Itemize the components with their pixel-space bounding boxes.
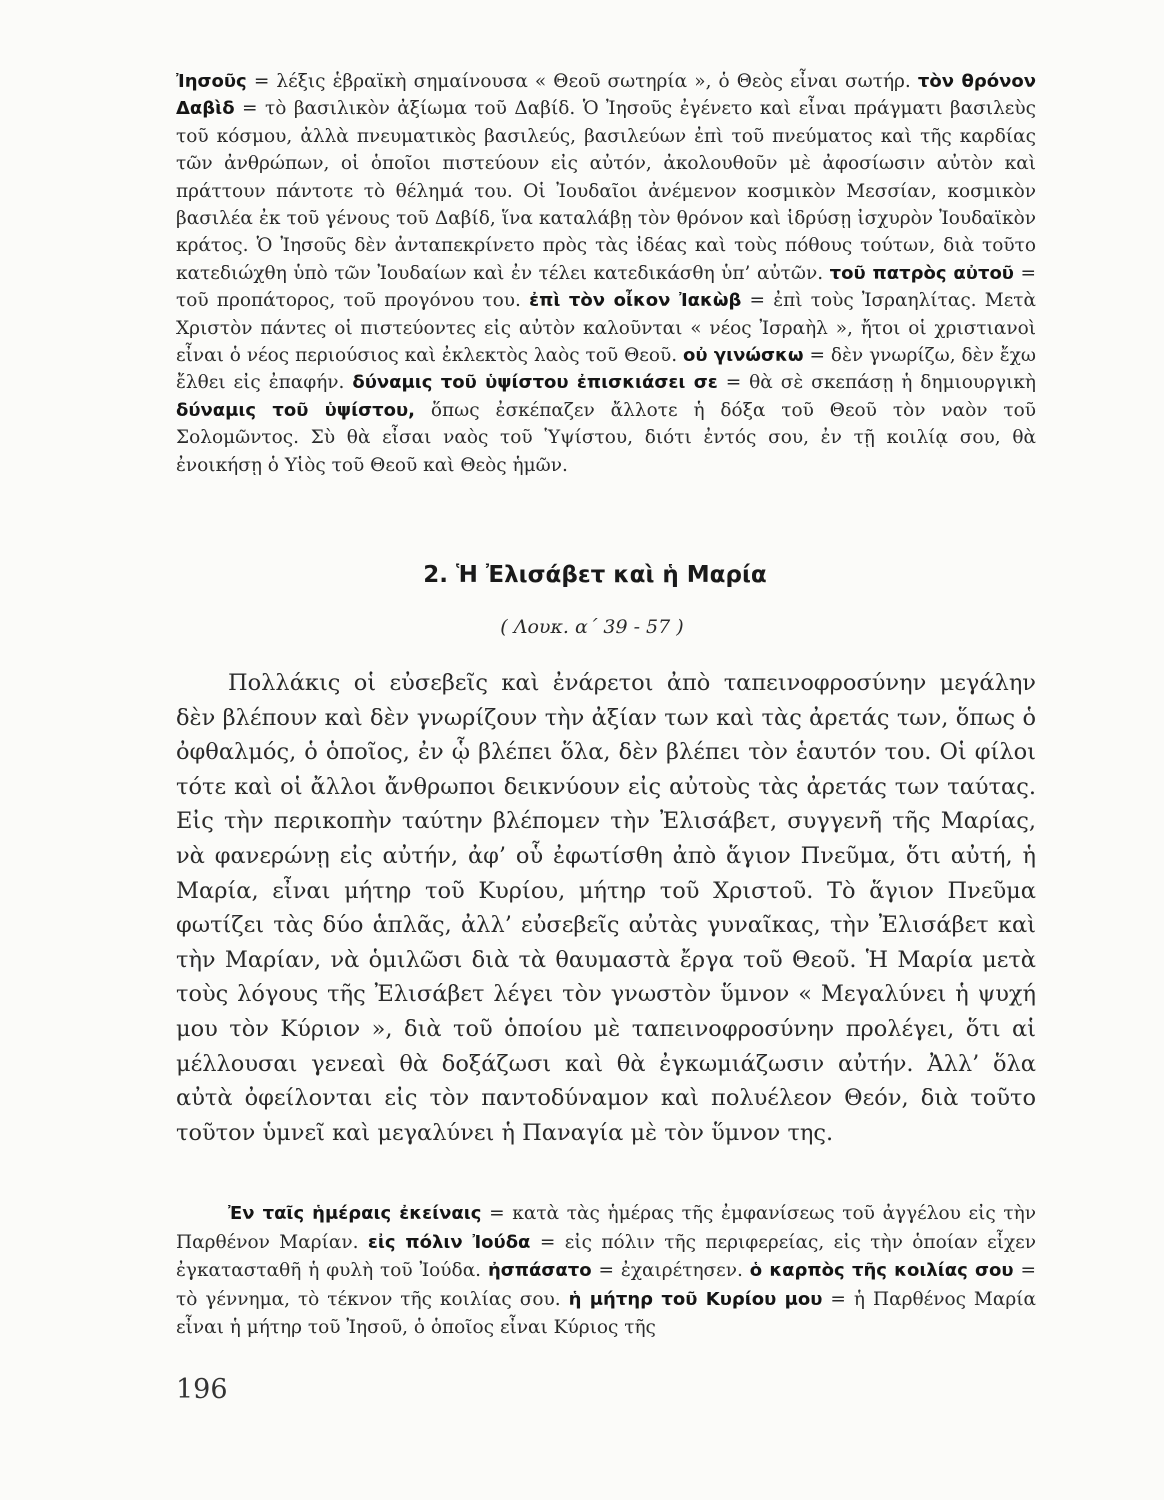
- glossary-term: δύναμις τοῦ ὑψίστου ἐπισκιάσει σε: [352, 372, 718, 394]
- glossary-term: ἠσπάσατο: [487, 1260, 592, 1281]
- glossary-term: ἐπὶ τὸν οἶκον Ἰακὼβ: [529, 290, 742, 312]
- glossary-definition: = ἐχαιρέτησεν.: [598, 1260, 743, 1281]
- glossary-term: ἡ μήτηρ τοῦ Κυρίου μου: [568, 1288, 823, 1310]
- glossary-term: τὸν θρόνον Δαβὶδ: [176, 71, 1036, 120]
- glossary-definition: = τοῦ προπάτορος, τοῦ προγόνου του.: [176, 262, 1036, 312]
- glossary-term: Ἐν ταῖς ἡμέραις ἐκείναις: [228, 1203, 482, 1224]
- glossary-definition: = κατὰ τὰς ἡμέρας τῆς ἐμφανίσεως τοῦ ἀγγέλου εἰς τὴν Παρθένον Μαρίαν.: [176, 1203, 1036, 1253]
- glossary-term: τοῦ πατρὸς αὐτοῦ: [829, 262, 1014, 284]
- glossary-term: εἰς πόλιν Ἰούδα: [367, 1231, 531, 1253]
- body-paragraph: Πολλάκις οἱ εὐσεβεῖς καὶ ἐνάρετοι ἀπὸ ταπεινοφροσύνην μεγάλην δὲν βλέπουν καὶ δὲν γνωρίζουν τὴν ἀξίαν των καὶ τὰς ἀρετάς των, ὅπως ὁ ὀφθαλμός, ὁ ὁποῖος, ἐν ᾧ βλέπει ὅλα, δὲν βλέπει τὸν ἑαυτόν του. Οἱ φίλοι τότε καὶ οἱ ἄλλοι ἄνθρωποι δεικνύουν εἰς αὐτοὺς τὰς ἀρετάς των ταύτας. Εἰς τὴν περικοπὴν ταύτην βλέπομεν τὴν Ἐλισάβετ, συγγενῆ τῆς Μαρίας, νὰ φανερώνῃ εἰς αὐτήν, ἀφ’ οὗ ἐφωτίσθη ἀπὸ ἅγιον Πνεῦμα, ὅτι αὐτή, ἡ Μαρία, εἶναι μήτηρ τοῦ Κυρίου, μήτηρ τοῦ Χριστοῦ. Τὸ ἅγιον Πνεῦμα φωτίζει τὰς δύο ἁπλᾶς, ἀλλ’ εὐσεβεῖς αὐτὰς γυναῖκας, τὴν Ἐλισάβετ καὶ τὴν Μαρίαν, νὰ ὁμιλῶσι διὰ τὰ θαυμαστὰ ἔργα τοῦ Θεοῦ. Ἡ Μαρία μετὰ τοὺς λόγους τῆς Ἐλισάβετ λέγει τὸν γνωστὸν ὕμνον « Μεγαλύνει ἡ ψυχή μου τὸν Κύριον », διὰ τοῦ ὁποίου μὲ ταπεινοφροσύνην προλέγει, ὅτι αἱ μέλλουσαι γενεαὶ θὰ δοξάζωσι καὶ θὰ ἐγκωμιάζωσιν αὐτήν. Ἀλλ’ ὅλα αὐτὰ ὀφείλονται εἰς τὸν παντοδύναμον καὶ πολυέλεον Θεόν, διὰ τοῦτο τοῦτον ὑμνεῖ καὶ μεγαλύνει ἡ Παναγία μὲ τὸν ὕμνον της.: [176, 670, 1036, 1146]
- glossary-term: δύναμις τοῦ ὑψίστου,: [176, 399, 415, 421]
- glossary-definition: = τὸ γέννημα, τὸ τέκνον τῆς κοιλίας σου.: [176, 1260, 1036, 1310]
- glossary-definition: = λέξις ἑβραϊκὴ σημαίνουσα « Θεοῦ σωτηρία », ὁ Θεὸς εἶναι σωτήρ.: [253, 71, 911, 92]
- page-number: 196: [176, 1374, 228, 1405]
- glossary-term: Ἰησοῦς: [176, 71, 247, 92]
- glossary-definition: = τὸ βασιλικὸν ἀξίωμα τοῦ Δαβίδ. Ὁ Ἰησοῦς ἐγένετο καὶ εἶναι πράγματι βασιλεὺς τοῦ κόσμου, ἀλλὰ πνευματικὸς βασιλεύς, βασιλεύων ἐπὶ τοῦ πνεύματος καὶ τῆς καρδίας τῶν ἀνθρώπων, οἱ ὁποῖοι πιστεύουν εἰς αὐτόν, ἀκολουθοῦν μὲ ἀφοσίωσιν αὐτὸν καὶ πράττουν πάντοτε τὸ θέλημά του. Οἱ Ἰουδαῖοι ἀνέμενον κοσμικὸν Μεσσίαν, κοσμικὸν βασιλέα ἐκ τοῦ γένους τοῦ Δαβίδ, ἵνα καταλάβῃ τὸν θρόνον καὶ ἱδρύσῃ ἰσχυρὸν Ἰουδαϊκὸν κράτος. Ὁ Ἰησοῦς δὲν ἀνταπεκρίνετο πρὸς τὰς ἰδέας καὶ τοὺς πόθους τούτων, διὰ τοῦτο κατεδιώχθη ὑπὸ τῶν Ἰουδαίων καὶ ἐν τέλει κατεδικάσθη ὑπ’ αὐτῶν.: [176, 98, 1036, 284]
- glossary-definition: = εἰς πόλιν τῆς περιφερείας, εἰς τὴν ὁποίαν εἶχεν ἐγκατασταθῆ ἡ φυλὴ τοῦ Ἰούδα.: [176, 1231, 1036, 1281]
- glossary-term: ὁ καρπὸς τῆς κοιλίας σου: [749, 1260, 1014, 1281]
- top-glossary: [176, 68, 1036, 479]
- glossary-definition: ὅπως ἐσκέπαζεν ἄλλοτε ἡ δόξα τοῦ Θεοῦ τὸν ναὸν τοῦ Σολομῶντος. Σὺ θὰ εἶσαι ναὸς τοῦ Ὑψίστου, διότι ἐντός σου, ἐν τῇ κοιλίᾳ σου, θὰ ἐνοικήσῃ ὁ Υἱὸς τοῦ Θεοῦ καὶ Θεὸς ἡμῶν.: [176, 399, 1036, 476]
- glossary-definition: = ἐπὶ τοὺς Ἰσραηλίτας. Μετὰ Χριστὸν πάντες οἱ πιστεύοντες εἰς αὐτὸν καλοῦνται « νέος Ἰσραὴλ », ἤτοι οἱ χριστιανοὶ εἶναι ὁ νέος περιούσιος καὶ ἐκλεκτὸς λαὸς τοῦ Θεοῦ.: [176, 290, 1036, 367]
- glossary-definition: = θὰ σὲ σκεπάσῃ ἡ δημιουργικὴ: [725, 372, 1036, 394]
- bottom-glossary: [176, 1200, 1036, 1343]
- section-reference: ( Λουκ. α΄ 39 - 57 ): [500, 616, 684, 638]
- glossary-definition: = ἡ Παρθένος Μαρία εἶναι ἡ μήτηρ τοῦ Ἰησοῦ, ὁ ὁποῖος εἶναι Κύριος τῆς: [176, 1288, 1036, 1338]
- glossary-definition: = δὲν γνωρίζω, δὲν ἔχω ἔλθει εἰς ἐπαφήν.: [176, 345, 1036, 394]
- glossary-term: οὐ γινώσκω: [683, 345, 804, 367]
- section-title: 2. Ἡ Ἐλισάβετ καὶ ἡ Μαρία: [423, 562, 767, 588]
